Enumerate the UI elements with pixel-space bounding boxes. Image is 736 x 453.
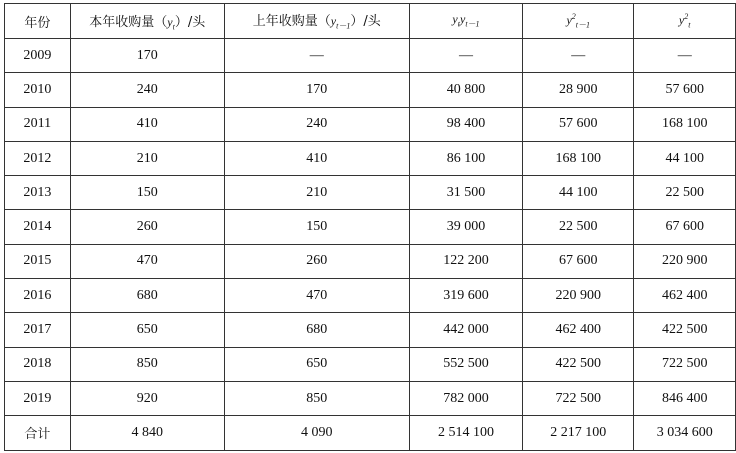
header-product-formula: $y_ty_{t-1}$ <box>452 12 480 29</box>
header-prev-suffix: ）/头 <box>350 14 381 30</box>
cell-current-squared: 846 400 <box>634 381 736 415</box>
cell-previous-squared: 67 600 <box>523 244 634 278</box>
cell-current-squared: 422 500 <box>634 313 736 347</box>
table-row <box>5 381 736 415</box>
table-header-row <box>5 4 736 39</box>
table-row <box>5 107 736 141</box>
cell-current-volume: 260 <box>70 210 224 244</box>
table-row <box>5 313 736 347</box>
cell-product: — <box>409 39 522 73</box>
cell-previous-volume: 850 <box>224 381 409 415</box>
cell-previous-squared: 22 500 <box>523 210 634 244</box>
header-current-squared <box>634 4 736 39</box>
table-row <box>5 176 736 210</box>
header-previous-volume <box>224 4 409 39</box>
cell-current-squared: 67 600 <box>634 210 736 244</box>
cell-previous-volume: 170 <box>224 73 409 107</box>
header-year: 年份 <box>5 4 71 39</box>
cell-year: 2013 <box>5 176 71 210</box>
table-row <box>5 141 736 175</box>
table-row <box>5 347 736 381</box>
cell-previous-volume: 650 <box>224 347 409 381</box>
cell-product: 31 500 <box>409 176 522 210</box>
cell-previous-squared: 168 100 <box>523 141 634 175</box>
cell-current-volume: 170 <box>70 39 224 73</box>
cell-year: 合计 <box>5 416 71 450</box>
cell-current-volume: 920 <box>70 381 224 415</box>
cell-previous-squared: 422 500 <box>523 347 634 381</box>
cell-current-squared: — <box>634 39 736 73</box>
cell-previous-squared: — <box>523 39 634 73</box>
header-current-squared-formula: $y^2_t$ <box>678 12 691 30</box>
cell-current-volume: 150 <box>70 176 224 210</box>
cell-product: 319 600 <box>409 279 522 313</box>
cell-year: 2010 <box>5 73 71 107</box>
cell-previous-squared: 462 400 <box>523 313 634 347</box>
header-current-volume <box>70 4 224 39</box>
cell-product: 122 200 <box>409 244 522 278</box>
cell-current-volume: 4 840 <box>70 416 224 450</box>
cell-year: 2011 <box>5 107 71 141</box>
cell-current-volume: 650 <box>70 313 224 347</box>
cell-previous-volume: — <box>224 39 409 73</box>
header-current-prefix: 本年收购量（ <box>89 14 168 30</box>
cell-previous-volume: 150 <box>224 210 409 244</box>
cell-product: 2 514 100 <box>409 416 522 450</box>
cell-current-squared: 220 900 <box>634 244 736 278</box>
cell-previous-squared: 220 900 <box>523 279 634 313</box>
header-prev-prefix: 上年收购量（ <box>252 14 331 30</box>
cell-previous-volume: 240 <box>224 107 409 141</box>
table-row <box>5 210 736 244</box>
table-row <box>5 279 736 313</box>
table-total-row <box>5 416 736 450</box>
table-row <box>5 244 736 278</box>
header-previous-squared <box>523 4 634 39</box>
purchase-volume-table <box>4 3 736 451</box>
cell-current-squared: 462 400 <box>634 279 736 313</box>
table-body <box>5 39 736 451</box>
cell-current-volume: 850 <box>70 347 224 381</box>
cell-previous-squared: 57 600 <box>523 107 634 141</box>
cell-current-volume: 470 <box>70 244 224 278</box>
cell-current-volume: 210 <box>70 141 224 175</box>
cell-year: 2009 <box>5 39 71 73</box>
table-row <box>5 73 736 107</box>
cell-current-squared: 44 100 <box>634 141 736 175</box>
header-prev-squared-formula: $y^2_{t-1}$ <box>566 11 591 30</box>
header-prev-var: $y_{t-1}$ <box>330 14 351 31</box>
cell-current-squared: 722 500 <box>634 347 736 381</box>
cell-product: 782 000 <box>409 381 522 415</box>
cell-previous-volume: 410 <box>224 141 409 175</box>
cell-year: 2016 <box>5 279 71 313</box>
cell-current-volume: 680 <box>70 279 224 313</box>
cell-previous-volume: 260 <box>224 244 409 278</box>
cell-current-squared: 22 500 <box>634 176 736 210</box>
cell-current-squared: 168 100 <box>634 107 736 141</box>
cell-previous-volume: 210 <box>224 176 409 210</box>
cell-previous-squared: 28 900 <box>523 73 634 107</box>
header-current-suffix: ）/头 <box>174 14 206 30</box>
header-product <box>409 4 522 39</box>
cell-previous-volume: 470 <box>224 279 409 313</box>
cell-product: 39 000 <box>409 210 522 244</box>
cell-year: 2015 <box>5 244 71 278</box>
data-table-wrapper <box>4 3 736 451</box>
cell-product: 442 000 <box>409 313 522 347</box>
cell-year: 2017 <box>5 313 71 347</box>
cell-previous-squared: 44 100 <box>523 176 634 210</box>
cell-year: 2018 <box>5 347 71 381</box>
cell-product: 40 800 <box>409 73 522 107</box>
cell-product: 98 400 <box>409 107 522 141</box>
cell-previous-volume: 4 090 <box>224 416 409 450</box>
cell-previous-volume: 680 <box>224 313 409 347</box>
cell-current-volume: 410 <box>70 107 224 141</box>
cell-product: 86 100 <box>409 141 522 175</box>
cell-previous-squared: 2 217 100 <box>523 416 634 450</box>
cell-product: 552 500 <box>409 347 522 381</box>
header-current-var: $y_t$ <box>167 14 175 32</box>
cell-year: 2014 <box>5 210 71 244</box>
cell-year: 2019 <box>5 381 71 415</box>
cell-year: 2012 <box>5 141 71 175</box>
cell-current-volume: 240 <box>70 73 224 107</box>
cell-current-squared: 3 034 600 <box>634 416 736 450</box>
cell-previous-squared: 722 500 <box>523 381 634 415</box>
table-row <box>5 39 736 73</box>
cell-current-squared: 57 600 <box>634 73 736 107</box>
